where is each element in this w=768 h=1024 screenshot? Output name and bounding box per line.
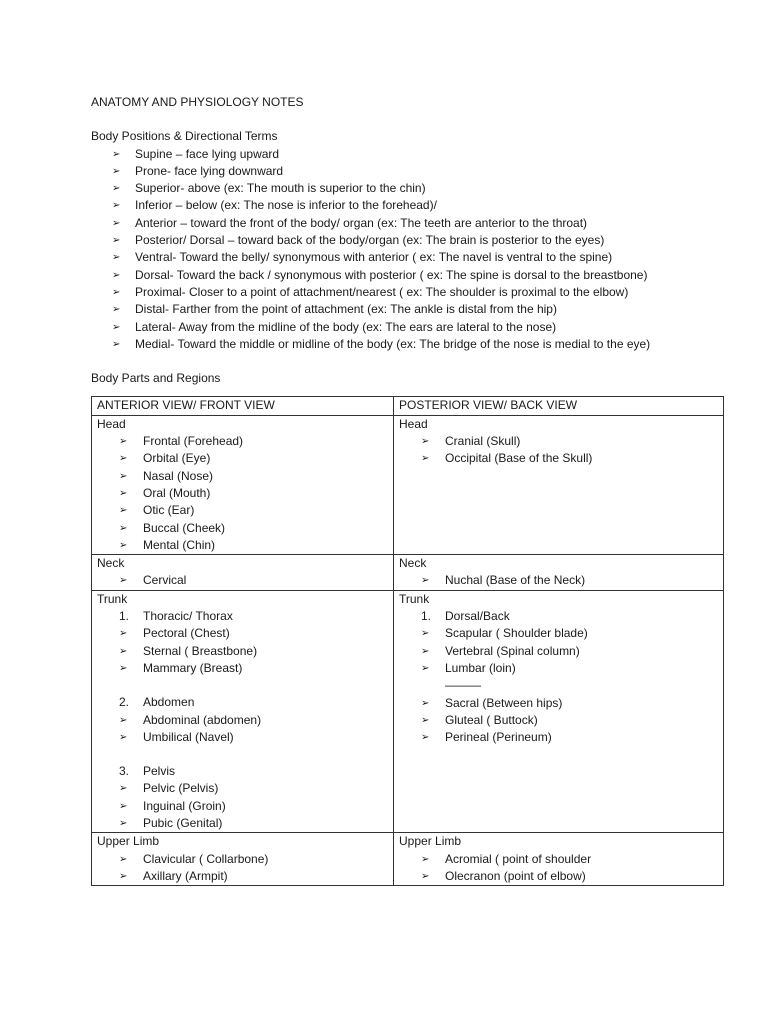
list-item-text: Abdomen [143, 695, 195, 710]
list-item [421, 712, 718, 729]
list-item [112, 197, 731, 214]
table-cell-right [394, 590, 724, 833]
arrow-bullet-icon: ➢ [112, 321, 121, 333]
table-cell-right [394, 415, 724, 554]
region-items-list [399, 433, 718, 468]
arrow-bullet-icon: ➢ [119, 645, 128, 657]
list-item [119, 520, 388, 537]
list-item [119, 485, 388, 502]
list-item-text: Supine – face lying upward [135, 146, 280, 161]
table-header-posterior: POSTERIOR VIEW/ BACK VIEW [394, 397, 724, 415]
region-label: Trunk [97, 591, 128, 606]
list-item [421, 625, 718, 642]
list-item-text: Thoracic/ Thorax [143, 609, 233, 624]
section-heading-body-parts: Body Parts and Regions [91, 371, 221, 386]
list-item-text: Pectoral (Chest) [143, 626, 230, 641]
region-label: Neck [97, 556, 125, 571]
table-cell-left [92, 415, 394, 554]
arrow-bullet-icon: ➢ [119, 870, 128, 882]
list-item [112, 249, 731, 266]
list-item [421, 695, 718, 712]
list-item [112, 284, 731, 301]
region-label: Head [97, 416, 126, 431]
list-item [119, 868, 388, 885]
arrow-bullet-icon: ➢ [421, 714, 430, 726]
directional-terms-list [91, 146, 731, 354]
separator-text: ——— [445, 678, 481, 693]
list-item [112, 146, 731, 163]
arrow-bullet-icon: ➢ [119, 800, 128, 812]
arrow-bullet-icon: ➢ [421, 697, 430, 709]
arrow-bullet-icon: ➢ [119, 731, 128, 743]
list-gap [143, 677, 388, 694]
list-item [119, 851, 388, 868]
arrow-bullet-icon: ➢ [119, 487, 128, 499]
region-items-list [97, 608, 388, 832]
arrow-bullet-icon: ➢ [119, 628, 128, 640]
region-label: Upper Limb [97, 834, 160, 849]
list-item [421, 729, 718, 746]
list-separator [445, 677, 718, 694]
list-item-text: Mental (Chin) [143, 537, 216, 552]
list-item-text: Occipital (Base of the Skull) [445, 451, 593, 466]
list-item [421, 851, 718, 868]
list-item-text: Cranial (Skull) [445, 434, 521, 449]
table-cell-left [92, 555, 394, 591]
region-label: Head [399, 416, 428, 431]
arrow-bullet-icon: ➢ [119, 575, 128, 587]
list-item-text: Olecranon (point of elbow) [445, 868, 586, 883]
arrow-bullet-icon: ➢ [421, 870, 430, 882]
arrow-bullet-icon: ➢ [421, 853, 430, 865]
list-item-text: Prone- face lying downward [135, 163, 284, 178]
list-item [112, 336, 731, 353]
list-item-text: Otic (Ear) [143, 503, 195, 518]
list-item-text: Clavicular ( Collarbone) [143, 851, 269, 866]
list-item-text: Frontal (Forehead) [143, 434, 244, 449]
list-item [421, 450, 718, 467]
list-item [119, 660, 388, 677]
region-label: Neck [399, 556, 427, 571]
arrow-bullet-icon: ➢ [119, 522, 128, 534]
region-items-list [399, 851, 718, 886]
arrow-bullet-icon: ➢ [112, 148, 121, 160]
list-item [119, 763, 388, 780]
list-item-text: Pelvic (Pelvis) [143, 781, 219, 796]
list-item-text: Sternal ( Breastbone) [143, 643, 258, 658]
arrow-bullet-icon: ➢ [112, 286, 121, 298]
table-cell-left [92, 833, 394, 886]
region-items-list [399, 572, 718, 589]
table-header-row [92, 397, 724, 415]
list-item [112, 267, 731, 284]
list-item-text: Acromial ( point of shoulder [445, 851, 592, 866]
list-item-text: Lateral- Away from the midline of the body (ex: The ears are lateral to the nose) [135, 319, 557, 334]
list-item-text: Sacral (Between hips) [445, 695, 563, 710]
document-page [91, 94, 731, 886]
table-row [92, 590, 724, 833]
list-item [119, 433, 388, 450]
arrow-bullet-icon: ➢ [119, 714, 128, 726]
list-item [421, 660, 718, 677]
list-item-text: Orbital (Eye) [143, 451, 211, 466]
list-item [112, 163, 731, 180]
arrow-bullet-icon: ➢ [421, 628, 430, 640]
arrow-bullet-icon: ➢ [119, 436, 128, 448]
table-cell-right [394, 555, 724, 591]
list-item [421, 433, 718, 450]
list-item [119, 729, 388, 746]
arrow-bullet-icon: ➢ [112, 338, 121, 350]
list-item-text: Pelvis [143, 764, 176, 779]
list-item [119, 815, 388, 832]
list-item-text: Dorsal/Back [445, 609, 510, 624]
list-item-text: Ventral- Toward the belly/ synonymous with anterior ( ex: The navel is ventral to the spine) [135, 250, 613, 265]
list-item-text: Cervical [143, 573, 187, 588]
section-heading-directional-terms: Body Positions & Directional Terms [91, 129, 278, 144]
arrow-bullet-icon: ➢ [421, 575, 430, 587]
arrow-bullet-icon: ➢ [119, 817, 128, 829]
arrow-bullet-icon: ➢ [112, 269, 121, 281]
arrow-bullet-icon: ➢ [421, 436, 430, 448]
table-row [92, 833, 724, 886]
list-item [119, 625, 388, 642]
table-row [92, 555, 724, 591]
list-item-text: Axillary (Armpit) [143, 868, 228, 883]
list-item [112, 215, 731, 232]
arrow-bullet-icon: ➢ [421, 732, 430, 744]
number-marker: 1. [421, 609, 432, 624]
arrow-bullet-icon: ➢ [119, 662, 128, 674]
list-item [119, 468, 388, 485]
list-item [119, 798, 388, 815]
list-item [119, 712, 388, 729]
list-item [112, 180, 731, 197]
arrow-bullet-icon: ➢ [112, 165, 121, 177]
number-marker: 3. [119, 764, 130, 779]
arrow-bullet-icon: ➢ [112, 235, 121, 247]
region-label: Trunk [399, 591, 430, 606]
arrow-bullet-icon: ➢ [421, 662, 430, 674]
list-item-text: Mammary (Breast) [143, 660, 243, 675]
region-items-list [97, 572, 388, 589]
list-item-text: Proximal- Closer to a point of attachment/nearest ( ex: The shoulder is proximal to the elbow) [135, 284, 629, 299]
list-item-text: Oral (Mouth) [143, 485, 211, 500]
list-item [112, 301, 731, 318]
number-marker: 1. [119, 609, 130, 624]
list-item [119, 450, 388, 467]
list-item [119, 694, 388, 711]
arrow-bullet-icon: ➢ [119, 470, 128, 482]
spacer [91, 353, 731, 370]
table-cell-left [92, 590, 394, 833]
arrow-bullet-icon: ➢ [421, 453, 430, 465]
list-item-text: Nuchal (Base of the Neck) [445, 573, 586, 588]
list-item-text: Distal- Farther from the point of attachment (ex: The ankle is distal from the hip) [135, 302, 557, 317]
list-item [119, 780, 388, 797]
list-item [421, 868, 718, 885]
list-item-text: Perineal (Perineum) [445, 730, 552, 745]
region-label: Upper Limb [399, 834, 462, 849]
number-marker: 2. [119, 695, 130, 710]
list-item-text: Buccal (Cheek) [143, 520, 226, 535]
list-item-text: Inferior – below (ex: The nose is inferior to the forehead)/ [135, 198, 437, 213]
arrow-bullet-icon: ➢ [112, 200, 121, 212]
list-item-text: Umbilical (Navel) [143, 729, 234, 744]
arrow-bullet-icon: ➢ [119, 505, 128, 517]
list-item [119, 537, 388, 554]
region-items-list [97, 851, 388, 886]
list-item [119, 502, 388, 519]
list-item [119, 608, 388, 625]
list-item-text: Dorsal- Toward the back / synonymous with posterior ( ex: The spine is dorsal to the breastbone) [135, 267, 648, 282]
table-cell-right [394, 833, 724, 886]
list-item-text: Posterior/ Dorsal – toward back of the body/organ (ex: The brain is posterior to the eyes) [135, 233, 605, 248]
arrow-bullet-icon: ➢ [119, 783, 128, 795]
table-row [92, 415, 724, 554]
list-item [421, 572, 718, 589]
list-item-text: Gluteal ( Buttock) [445, 712, 538, 727]
list-item [112, 232, 731, 249]
list-item-text: Vertebral (Spinal column) [445, 643, 580, 658]
list-item [119, 643, 388, 660]
region-items-list [97, 433, 388, 554]
table-header-anterior: ANTERIOR VIEW/ FRONT VIEW [92, 397, 394, 415]
list-item-text: Abdominal (abdomen) [143, 712, 262, 727]
arrow-bullet-icon: ➢ [112, 252, 121, 264]
body-regions-table [91, 396, 724, 886]
list-item-text: Pubic (Genital) [143, 815, 223, 830]
list-item [421, 608, 718, 625]
list-item-text: Nasal (Nose) [143, 468, 214, 483]
list-item [119, 572, 388, 589]
arrow-bullet-icon: ➢ [119, 539, 128, 551]
arrow-bullet-icon: ➢ [112, 304, 121, 316]
list-item-text: Lumbar (loin) [445, 660, 516, 675]
arrow-bullet-icon: ➢ [119, 853, 128, 865]
arrow-bullet-icon: ➢ [112, 183, 121, 195]
list-item [421, 643, 718, 660]
region-items-list [399, 608, 718, 746]
list-item-text: Scapular ( Shoulder blade) [445, 626, 588, 641]
list-item [112, 319, 731, 336]
arrow-bullet-icon: ➢ [112, 217, 121, 229]
arrow-bullet-icon: ➢ [119, 453, 128, 465]
arrow-bullet-icon: ➢ [421, 645, 430, 657]
list-gap [143, 746, 388, 763]
document-title: ANATOMY AND PHYSIOLOGY NOTES [91, 95, 304, 109]
list-item-text: Medial- Toward the middle or midline of the body (ex: The bridge of the nose is medial to the eye) [135, 336, 651, 351]
list-item-text: Anterior – toward the front of the body/ organ (ex: The teeth are anterior to the throat) [135, 215, 588, 230]
list-item-text: Superior- above (ex: The mouth is superior to the chin) [135, 181, 426, 196]
list-item-text: Inguinal (Groin) [143, 798, 226, 813]
